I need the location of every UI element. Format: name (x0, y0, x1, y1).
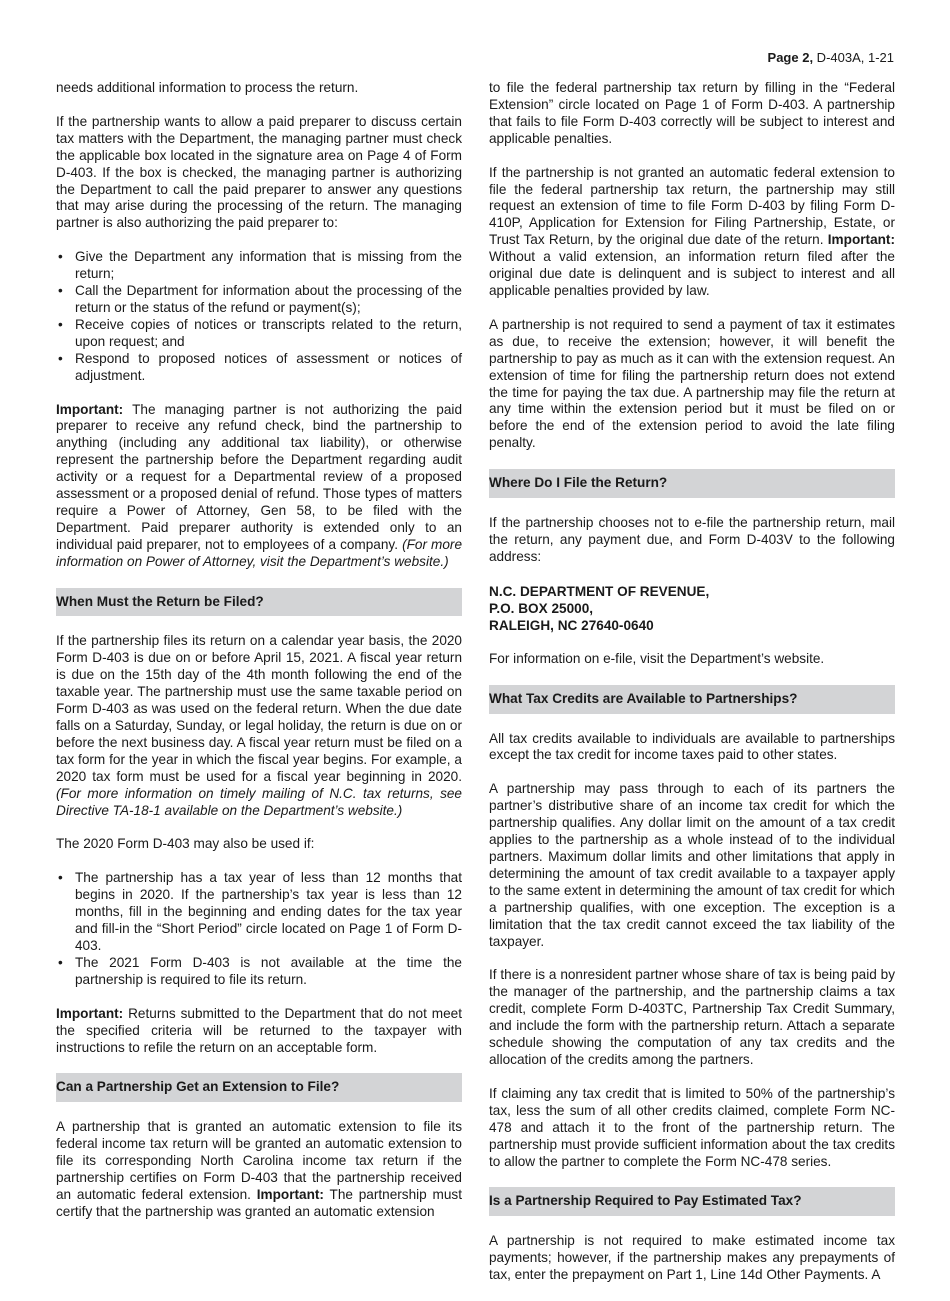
list-item: • Receive copies of notices or transcripts related to the return, upon request; and (56, 317, 462, 351)
paragraph: Important: The managing partner is not authorizing the paid preparer to receive any refund check, bind the partnership to anything (including any additional tax liability), or otherwise represent the partnership before the Department regarding audit activity or a request for a Departmental review of a proposed assessment or a proposed denial of refund. Those types of matters require a Power of Attorney, Gen 58, to be filed with the Department. Paid preparer authority is extended only to an individual paid preparer, not to employees of a company. (For more information on Power of Attorney, visit the Department’s website.) (56, 401, 463, 569)
section-heading: Where Do I File the Return? (489, 469, 895, 498)
paragraph: to file the federal partnership tax return by filling in the “Federal Extension” circle located on Page 1 of Form D-403. A partnership that fails to file Form D-403 correctly will be subject to interest and applicable penalties. (489, 80, 895, 146)
paragraph: If claiming any tax credit that is limited to 50% of the partnership’s tax, less the sum of all other credits claimed, complete Form NC-478 and attach it to the front of the partnership return. The partnership must provide sufficient information about the tax credits to allow the partner to complete the Form NC-478 series. (489, 1085, 895, 1169)
section-heading: Can a Partnership Get an Extension to File? (56, 1073, 462, 1102)
paragraph: A partnership that is granted an automatic extension to file its federal income tax return will be granted an automatic extension to file its corresponding North Carolina income tax return if the partnership certifies on Form D-403 that the partnership received an automatic federal extension. Important: The partnership must certify that the partnership was granted an automatic extension (56, 1119, 462, 1219)
paragraph: A partnership may pass through to each of its partners the partner’s distributive share of an income tax credit for which the partnership qualifies. Any dollar limit on the amount of a tax credit applies to the partnership as a whole instead of to the individual partners. Maximum dollar limits and other limitations that apply in determining the amount of tax credit available to a taxpayer apply to the same extent in determining the amount of tax credit for which a partnership qualifies, with one exception. The exception is a limitation that the tax credit cannot exceed the tax liability of the taxpayer. (489, 781, 895, 949)
paragraph: If the partnership chooses not to e-file the partnership return, mail the return, any payment due, and Form D-403V to the following address: (489, 515, 895, 564)
list-item: • The 2021 Form D-403 is not available at the time the partnership is required to file its return. (56, 955, 462, 989)
mailing-address (489, 583, 895, 634)
paragraph: needs additional information to process the return. (56, 80, 359, 95)
paragraph: If the partnership wants to allow a paid preparer to discuss certain tax matters with the Department, the managing partner must check the applicable box located in the signature area on Page 4 of Form D-403. If the box is checked, the managing partner is authorizing the Department to call the paid preparer to answer any questions that may arise during the processing of the return. The managing partner is also authorizing the paid preparer to: (56, 113, 462, 231)
page-number: Page 2, (767, 50, 814, 65)
important-label: Important: (256, 1186, 324, 1202)
paragraph: All tax credits available to individuals are available to partnerships except the tax credit for income taxes paid to other states. (489, 730, 895, 763)
paragraph: A partnership is not required to send a payment of tax it estimates as due, to receive the extension; however, it will benefit the partnership to pay as much as it can with the extension request. An extension of time for filing the partnership return does not extend the time for paying the tax due. A partnership may file the return at any time within the extension period but it must be filed on or before the end of the extension period to avoid the late filing penalty. (489, 316, 895, 451)
bullet-list (56, 870, 462, 988)
left-column (56, 80, 462, 1238)
section-heading: What Tax Credits are Available to Partnerships? (489, 685, 895, 714)
form-code: D-403A, 1-21 (813, 50, 894, 65)
address-line: P.O. BOX 25000, (489, 600, 594, 616)
paragraph: The 2020 Form D-403 may also be used if: (56, 836, 315, 852)
list-item: • The partnership has a tax year of less than 12 months that begins in 2020. If the partnership’s tax year is less than 12 months, fill in the beginning and ending dates for the tax year and fill-in the “Short Period” circle located on Page 1 of Form D-403. (56, 870, 462, 955)
important-label: Important: (827, 232, 895, 248)
address-line: N.C. DEPARTMENT OF REVENUE, (489, 583, 710, 599)
section-heading: When Must the Return be Filed? (56, 588, 462, 617)
paragraph: A partnership is not required to make estimated income tax payments; however, if the partnership makes any prepayments of tax, enter the prepayment on Part 1, Line 14d Other Payments. A (489, 1233, 895, 1283)
paragraph: If the partnership is not granted an automatic federal extension to file the federal partnership tax return, the partnership may still request an extension of time to file Form D-403 by filing Form D-410P, Application for Extension for Filing Partnership, Estate, or Trust Tax Return, by the original due date of the return. Important: Without a valid extension, an information return filed after the original due date is delinquent and is subject to interest and all applicable penalties provided by law. (489, 164, 895, 298)
section-heading: Is a Partnership Required to Pay Estimated Tax? (489, 1187, 895, 1216)
address-line: RALEIGH, NC 27640-0640 (489, 617, 654, 633)
list-item: • Call the Department for information about the processing of the return or the status of the refund or payment(s); (56, 283, 462, 317)
page-header (768, 50, 894, 65)
list-item: • Give the Department any information that is missing from the return; (56, 249, 462, 283)
list-item: • Respond to proposed notices of assessment or notices of adjustment. (56, 351, 462, 385)
paragraph: Important: Returns submitted to the Department that do not meet the specified criteria will be returned to the taxpayer with instructions to refile the return on an acceptable form. (56, 1005, 462, 1055)
important-label: Important: (56, 401, 124, 417)
right-column (489, 80, 895, 1301)
paragraph: If the partnership files its return on a calendar year basis, the 2020 Form D-403 is due on or before April 15, 2021. A fiscal year return is due on the 15th day of the 4th month following the end of the taxable year. The partnership must use the same taxable period on Form D-403 as was used on the federal return. When the due date falls on a Saturday, Sunday, or legal holiday, the return is due on or before the next business day. A fiscal year return must be filed on a tax form for the year in which the fiscal year begins. For example, a 2020 tax form must be used for a fiscal year beginning in 2020. (For more information on timely mailing of N.C. tax returns, see Directive TA-18-1 available on the Department’s website.) (56, 633, 462, 818)
paragraph: For information on e-file, visit the Department’s website. (489, 650, 825, 666)
paragraph: If there is a nonresident partner whose share of tax is being paid by the manager of the partnership, and the partnership claims a tax credit, complete Form D-403TC, Partnership Tax Credit Summary, and include the form with the partnership return. Attach a separate schedule showing the computation of any tax credits and the allocation of the credits among the partners. (489, 967, 895, 1067)
important-label: Important: (56, 1005, 124, 1021)
bullet-list (56, 249, 462, 384)
